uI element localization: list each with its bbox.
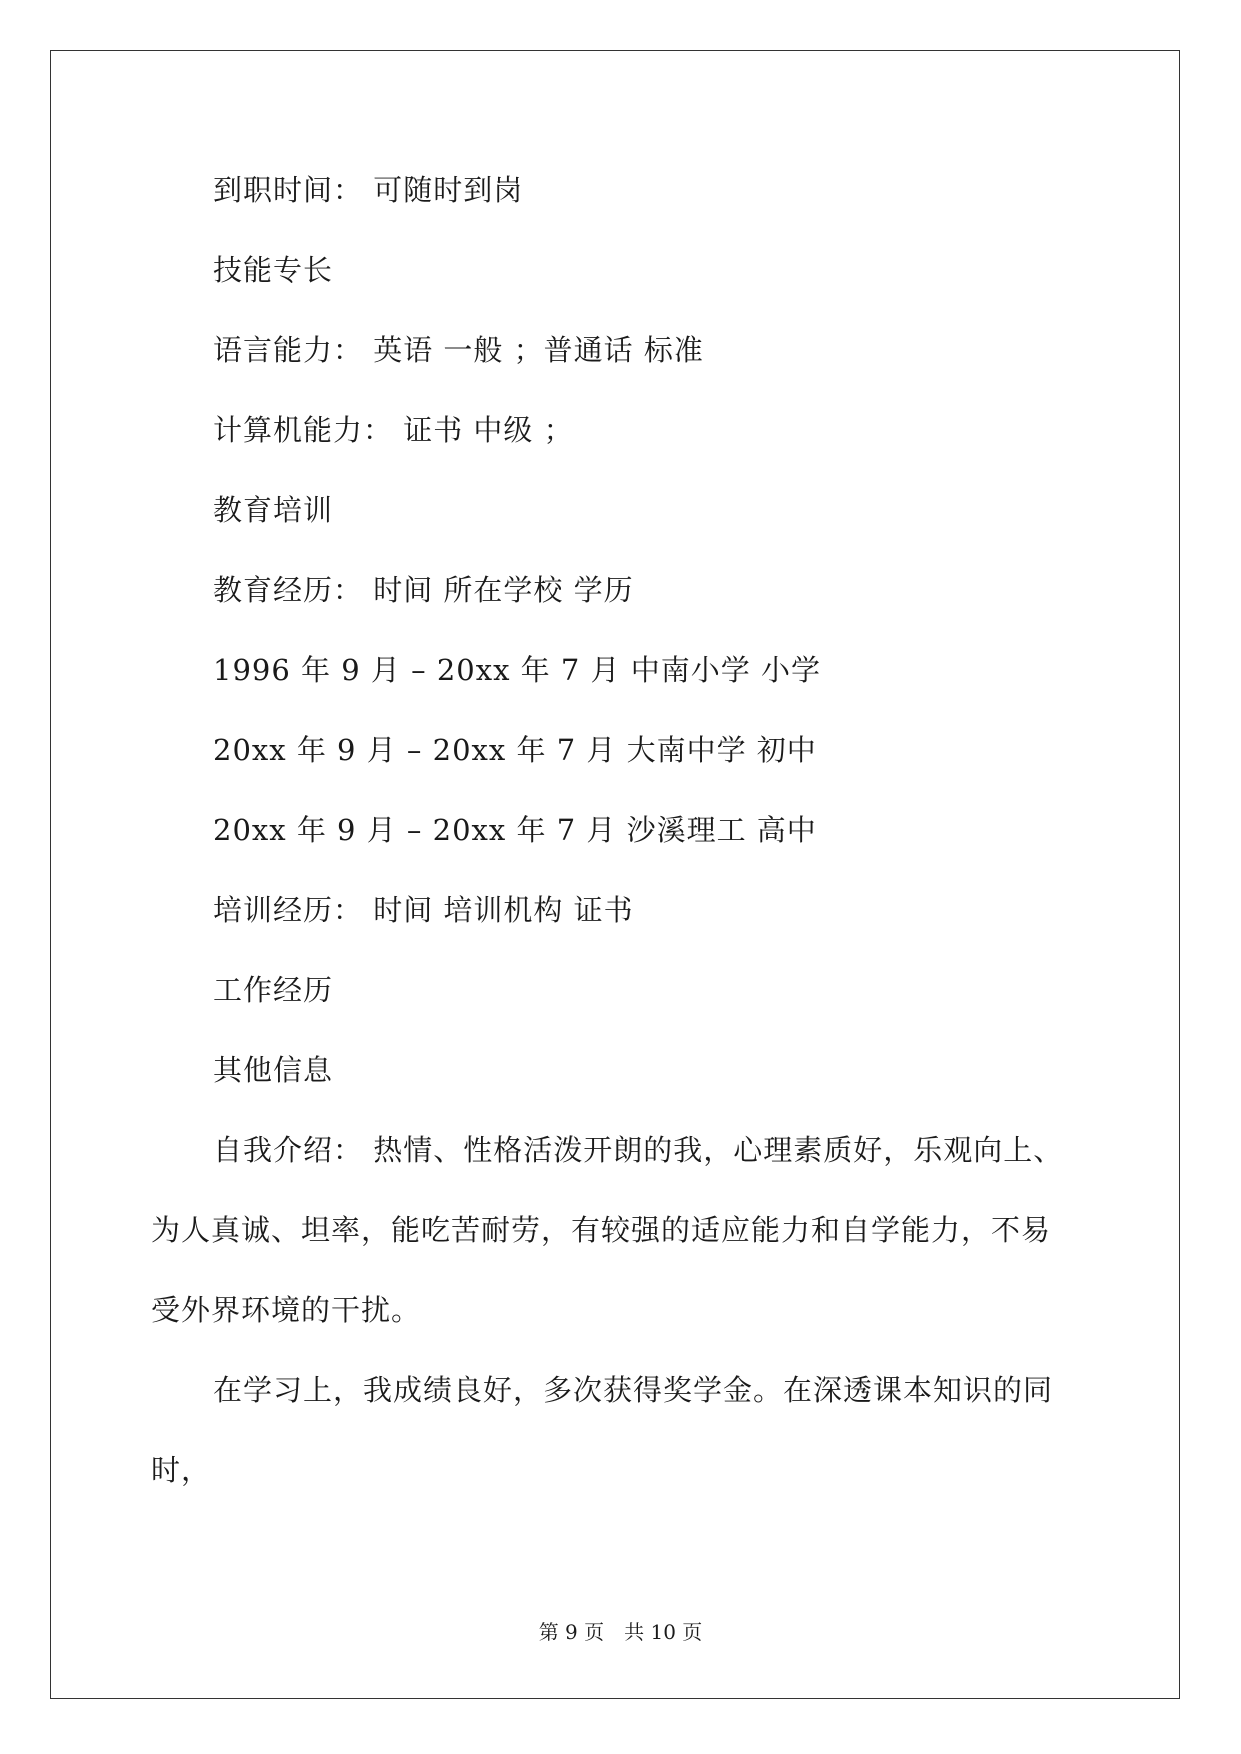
section-heading-work: 工作经历 <box>213 973 334 1007</box>
study-paragraph-line-2: 时， <box>151 1453 212 1487</box>
self-intro-line-2: 为人真诚、坦率，能吃苦耐劳，有较强的适应能力和自学能力，不易 <box>151 1213 1052 1247</box>
section-heading-skills: 技能专长 <box>213 253 334 287</box>
page-border <box>50 50 1180 1699</box>
education-row-middle: 20xx 年 9 月 – 20xx 年 7 月 大南中学 初中 <box>213 733 817 767</box>
training-history-header: 培训经历： 时间 培训机构 证书 <box>213 893 634 927</box>
education-history-header: 教育经历： 时间 所在学校 学历 <box>213 573 634 607</box>
computer-ability-line: 计算机能力： 证书 中级 ； <box>213 413 574 447</box>
language-ability-line: 语言能力： 英语 一般 ；普通话 标准 <box>213 333 704 367</box>
section-heading-other: 其他信息 <box>213 1053 334 1087</box>
self-intro-line-1: 自我介绍： 热情、性格活泼开朗的我，心理素质好，乐观向上、 <box>213 1133 1064 1167</box>
self-intro-line-3: 受外界环境的干扰。 <box>151 1293 422 1327</box>
study-paragraph-line-1: 在学习上，我成绩良好，多次获得奖学金。在深透课本知识的同 <box>213 1373 1054 1407</box>
arrival-time-line: 到职时间： 可随时到岗 <box>213 173 524 207</box>
page-footer: 第 9 页 共 10 页 <box>538 1620 703 1644</box>
education-row-primary: 1996 年 9 月 – 20xx 年 7 月 中南小学 小学 <box>213 653 821 687</box>
education-row-high: 20xx 年 9 月 – 20xx 年 7 月 沙溪理工 高中 <box>213 813 817 847</box>
section-heading-education: 教育培训 <box>213 493 334 527</box>
